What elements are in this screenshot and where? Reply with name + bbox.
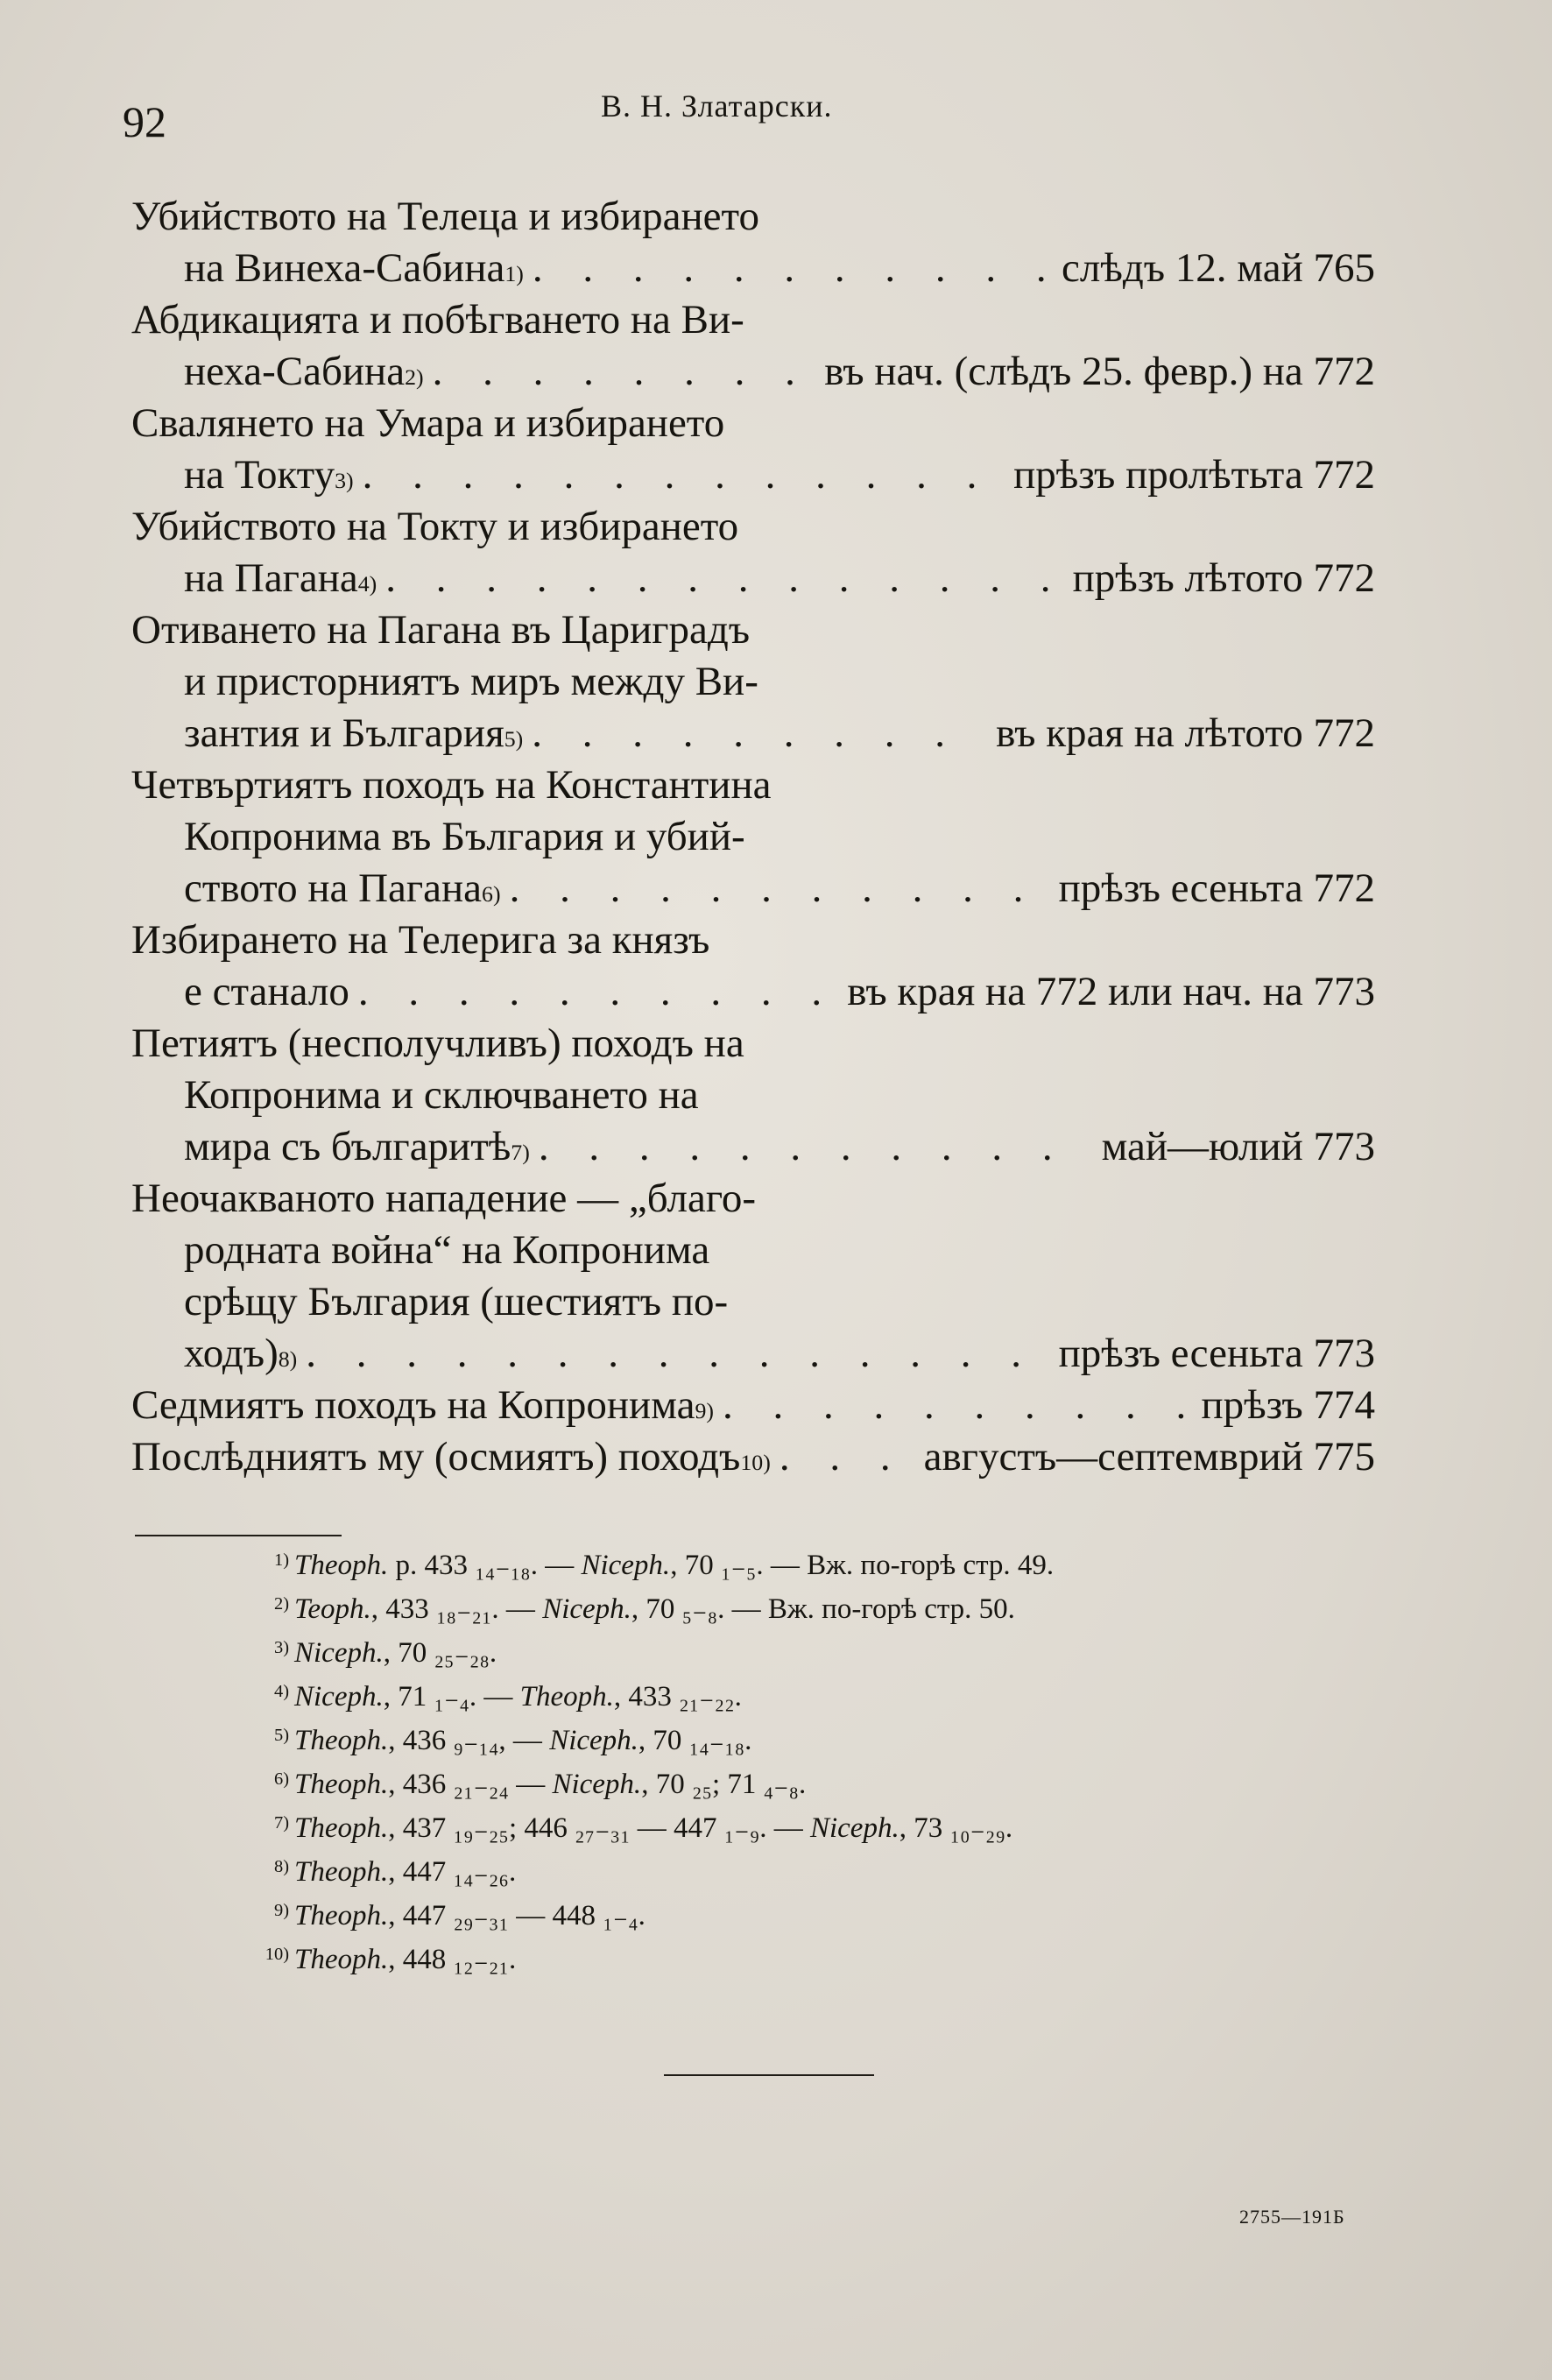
entry-text-line: срѣщу България (шестиятъ по- [184, 1279, 729, 1324]
entry-event-text: мира съ българитѣ [184, 1124, 511, 1169]
entry-last-line [131, 553, 1375, 604]
footnote [236, 1850, 1054, 1894]
chronology-entry [131, 1380, 1375, 1431]
footnote [236, 1675, 1054, 1719]
entry-event-text: неха-Сабина [184, 349, 406, 394]
footnote-text: Theoph., 447 ₂₉₋₃₁ — 448 ₁₋₄. [294, 1900, 645, 1932]
entry-last-line [131, 346, 1375, 398]
entry-event-text: зантия и България [184, 710, 504, 756]
dot-leader [349, 966, 838, 1018]
footnote-mark: 8) [273, 1857, 289, 1876]
entry-event-text: ходъ) [184, 1331, 279, 1376]
entry-text-line: Копронима и сключването на [184, 1072, 699, 1118]
entry-last-line [131, 966, 1375, 1018]
footnote-mark: 4) [273, 1682, 289, 1701]
dot-leader [424, 346, 816, 398]
entry-text-line: родната война“ на Копронима [184, 1227, 710, 1273]
running-head: В. Н. Златарски. [601, 88, 833, 124]
footnote [236, 1762, 1054, 1806]
entry-last-line [131, 243, 1375, 294]
footnote-text: Niceph., 70 ₂₅₋₂₈. [294, 1637, 497, 1669]
dot-leader [524, 243, 1053, 294]
entry-event-text: е станало [184, 969, 349, 1014]
dot-leader [501, 863, 1050, 915]
footnote-text: Theoph., 436 ₂₁₋₂₄ — Niceph., 70 ₂₅; 71 ₄₋₈. [294, 1769, 807, 1800]
entry-date: слѣдъ 12. май 765 [1062, 245, 1375, 291]
footnote-ref: 1) [504, 261, 524, 286]
entry-date: прѣзъ пролѣтьта 772 [1013, 452, 1375, 498]
entry-date: прѣзъ есеньта 772 [1058, 865, 1375, 911]
entry-text-line: Неочакваното нападение — „благо- [131, 1176, 757, 1221]
entry-date: въ края на 772 или нач. на 773 [847, 969, 1375, 1014]
footnote-ref: 4) [357, 571, 377, 597]
entry-text-line: Избирането на Телерига за князъ [131, 917, 710, 963]
entry-text-line: Свалянето на Умара и избирането [131, 400, 725, 446]
footnote-ref: 8) [278, 1346, 298, 1372]
footnote-text: Theoph., 436 ₉₋₁₄, — Niceph., 70 ₁₄₋₁₈. [294, 1725, 752, 1756]
chronology-entry [131, 501, 1375, 604]
footnote [236, 1543, 1054, 1587]
footnote-mark: 2) [273, 1594, 289, 1614]
entry-date: прѣзъ лѣтото 772 [1072, 555, 1375, 601]
entry-last-line [131, 863, 1375, 915]
footnote [236, 1631, 1054, 1675]
entry-text-line: Отиването на Пагана въ Цариградъ [131, 607, 751, 653]
entry-last-line [131, 1328, 1375, 1380]
footnote-text: Theoph., 448 ₁₂₋₂₁. [294, 1944, 517, 1975]
entry-text-line: и присторниятъ миръ между Ви- [184, 659, 758, 704]
entry-text-line: Четвъртиятъ походъ на Константина [131, 762, 772, 808]
footnote-text: Theoph., 437 ₁₉₋₂₅; 446 ₂₇₋₃₁ — 447 ₁₋₉. — Niceph., 73 ₁₀₋₂₉. [294, 1812, 1013, 1844]
footnotes [236, 1543, 1054, 1981]
printer-signature: 2755—191Б [1239, 2206, 1345, 2228]
entry-last-line [131, 708, 1375, 759]
entry-date: августъ—септемврий 775 [923, 1434, 1375, 1480]
entry-date: въ края на лѣтото 772 [996, 710, 1375, 756]
entry-text-line: Петиятъ (несполучливъ) походъ на [131, 1021, 744, 1066]
entry-event-text: на Пагана [184, 555, 358, 601]
footnote-ref: 10) [740, 1450, 771, 1475]
footnote-mark: 6) [273, 1769, 289, 1789]
chronology-entry [131, 915, 1375, 1018]
footnote-mark: 3) [273, 1638, 289, 1657]
footnote [236, 1587, 1054, 1631]
dot-leader [530, 1121, 1093, 1173]
entry-last-line [131, 1380, 1375, 1431]
footnote-rule [135, 1535, 342, 1536]
entry-date: прѣзъ 774 [1201, 1382, 1375, 1428]
end-rule [664, 2074, 874, 2076]
footnote-mark: 5) [273, 1726, 289, 1745]
dot-leader [714, 1380, 1192, 1431]
chronology-entry [131, 759, 1375, 915]
entry-event-text: ството на Пагана [184, 865, 483, 911]
chronology-entry [131, 398, 1375, 501]
footnote-ref: 7) [511, 1140, 530, 1165]
footnote [236, 1938, 1054, 1981]
dot-leader [297, 1328, 1049, 1380]
footnote [236, 1719, 1054, 1762]
footnote [236, 1894, 1054, 1938]
footnote [236, 1806, 1054, 1850]
entry-date: прѣзъ есеньта 773 [1058, 1331, 1375, 1376]
chronology-entry [131, 1431, 1375, 1483]
chronology-entry [131, 1173, 1375, 1380]
chronology-entry [131, 1018, 1375, 1173]
entry-text-line: Абдикацията и побѣгването на Ви- [131, 297, 744, 343]
footnote-text: Theoph. р. 433 ₁₄₋₁₈. — Niceph., 70 ₁₋₅. — Вж. по-горѣ стр. 49. [294, 1550, 1055, 1581]
footnote-mark: 10) [265, 1945, 289, 1964]
footnote-mark: 9) [273, 1901, 289, 1920]
entry-text-line: Убийството на Токту и избирането [131, 504, 739, 549]
entry-event-text: Седмиятъ походъ на Копронима [131, 1382, 695, 1428]
entry-event-text: на Токту [184, 452, 335, 498]
entry-text-line: Копронима въ България и убий- [184, 814, 745, 859]
page-number: 92 [123, 97, 166, 146]
footnote-ref: 6) [482, 881, 501, 907]
chronology-entry [131, 604, 1375, 759]
footnote-ref: 5) [504, 726, 524, 752]
dot-leader [771, 1431, 915, 1483]
entry-last-line [131, 1431, 1375, 1483]
entry-date: въ нач. (слѣдъ 25. февр.) на 772 [824, 349, 1375, 394]
entry-text-line: Убийството на Телеца и избирането [131, 194, 759, 239]
dot-leader [377, 553, 1063, 604]
entry-last-line [131, 1121, 1375, 1173]
entry-event-text: на Винеха-Сабина [184, 245, 505, 291]
footnote-text: Theoph., 447 ₁₄₋₂₆. [294, 1856, 517, 1888]
chronology-entry [131, 191, 1375, 294]
footnote-ref: 3) [335, 468, 354, 493]
entry-last-line [131, 449, 1375, 501]
chronology-entry [131, 294, 1375, 398]
dot-leader [523, 708, 987, 759]
dot-leader [354, 449, 1005, 501]
footnote-ref: 2) [405, 364, 424, 390]
entry-event-text: Послѣдниятъ му (осмиятъ) походъ [131, 1434, 741, 1480]
footnote-text: Niceph., 71 ₁₋₄. — Theoph., 433 ₂₁₋₂₂. [294, 1681, 742, 1713]
footnote-text: Teoph., 433 ₁₈₋₂₁. — Niceph., 70 ₅₋₈. — Вж. по-горѣ стр. 50. [294, 1593, 1015, 1625]
footnote-ref: 9) [695, 1398, 715, 1423]
entry-date: май—юлий 773 [1101, 1124, 1375, 1169]
chronology-list [131, 191, 1375, 1483]
footnote-mark: 1) [273, 1550, 289, 1570]
footnote-mark: 7) [273, 1813, 289, 1833]
